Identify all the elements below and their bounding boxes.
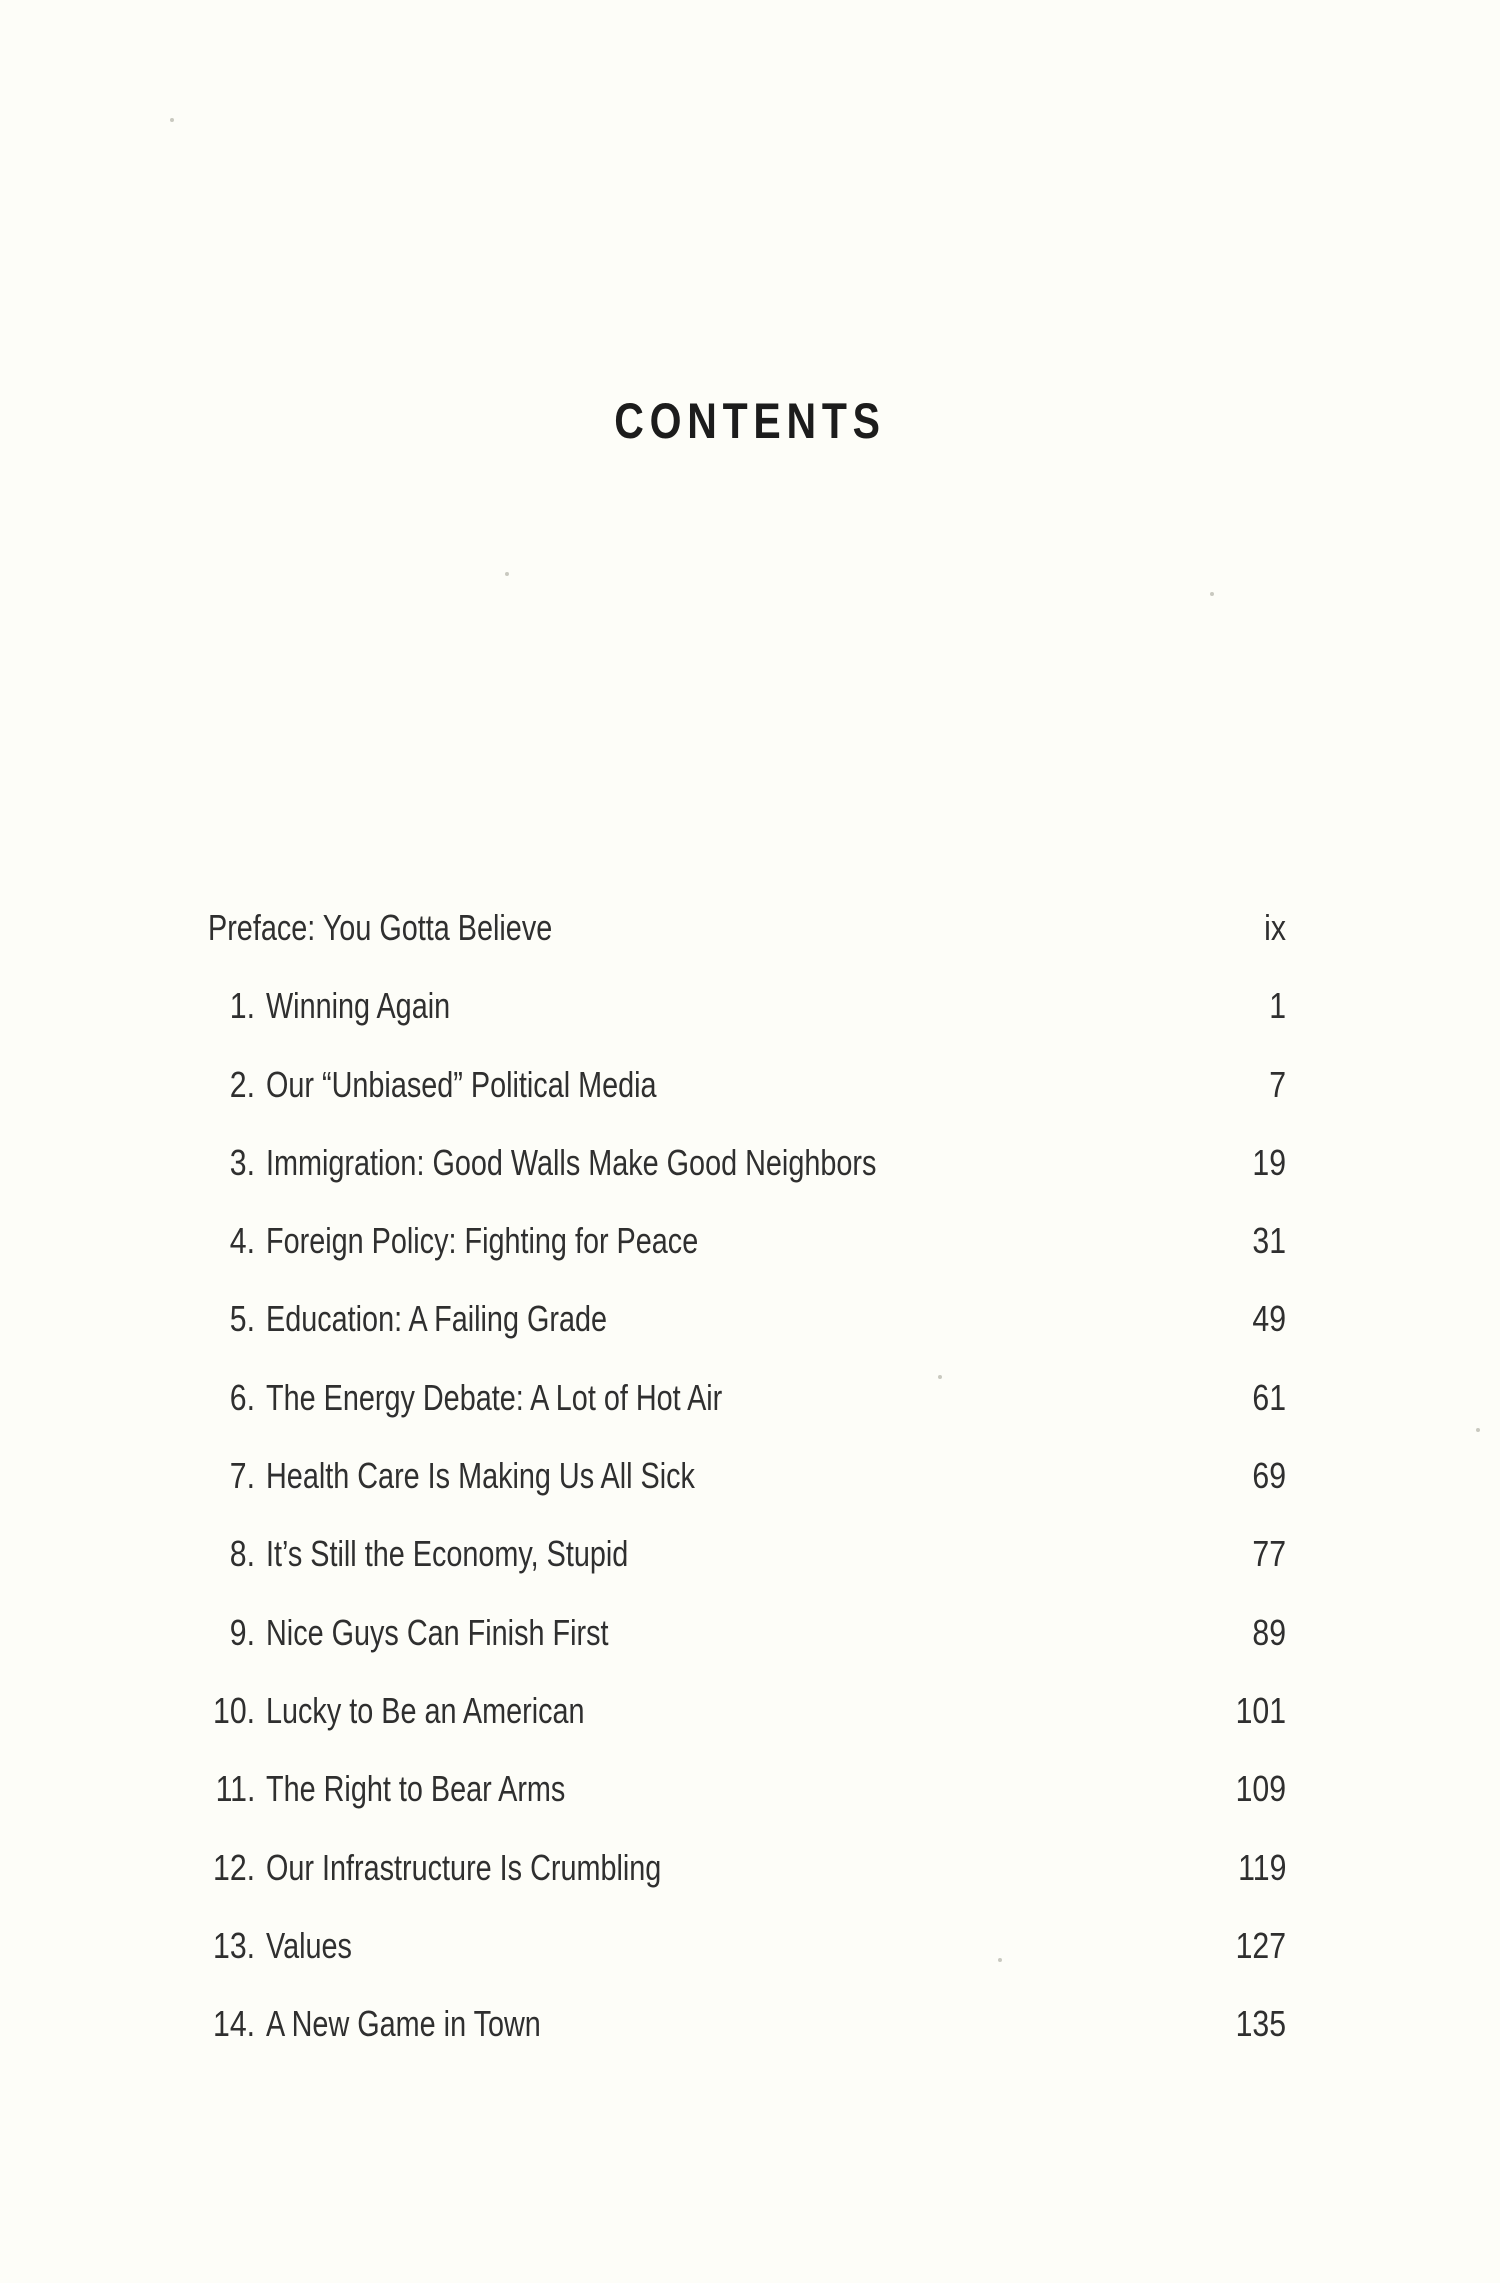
toc-entry-title: Foreign Policy: Fighting for Peace <box>266 1220 699 1262</box>
toc-entry-page: 101 <box>1235 1689 1286 1731</box>
toc-entry-number: 6. <box>229 1376 255 1418</box>
toc-entry-page: 77 <box>1252 1533 1286 1575</box>
toc-entry <box>0 1446 1500 1524</box>
toc-entry-number: 1. <box>229 985 255 1027</box>
toc-entry-page: 19 <box>1252 1141 1286 1183</box>
toc-entry-page: 61 <box>1252 1376 1286 1418</box>
toc-entry-number: 11. <box>215 1768 255 1810</box>
toc-entry-number: 8. <box>229 1533 255 1575</box>
paper-speck <box>170 118 174 122</box>
toc-entry <box>0 1681 1500 1759</box>
toc-entry-title: Preface: You Gotta Believe <box>208 907 553 948</box>
toc-entry <box>0 1524 1500 1602</box>
toc-entry-page: 31 <box>1252 1220 1286 1262</box>
table-of-contents <box>0 898 1500 2072</box>
toc-entry <box>0 1055 1500 1133</box>
paper-speck <box>505 572 509 576</box>
paper-speck <box>1210 592 1214 596</box>
toc-entry-title: A New Game in Town <box>266 2003 541 2045</box>
toc-entry <box>0 1759 1500 1837</box>
toc-entry-number: 10. <box>212 1689 255 1731</box>
toc-entry-number: 12. <box>212 1846 255 1888</box>
toc-entry-page: 109 <box>1235 1768 1286 1810</box>
toc-entry-title: It’s Still the Economy, Stupid <box>266 1533 629 1575</box>
toc-entry-number: 3. <box>229 1141 255 1183</box>
toc-entry-number: 4. <box>229 1220 255 1262</box>
toc-entry-number: 13. <box>212 1924 255 1966</box>
toc-entry-title: Lucky to Be an American <box>266 1689 585 1731</box>
toc-entry <box>0 1994 1500 2072</box>
toc-entry-number: 5. <box>229 1298 255 1340</box>
toc-entry <box>0 1603 1500 1681</box>
toc-entry-number: 2. <box>229 1063 255 1105</box>
toc-entry-page: 7 <box>1269 1063 1286 1105</box>
toc-entry <box>0 976 1500 1054</box>
toc-entry-title: Education: A Failing Grade <box>266 1298 608 1340</box>
toc-entry-title: The Energy Debate: A Lot of Hot Air <box>266 1376 723 1418</box>
toc-entry <box>0 1916 1500 1994</box>
toc-entry-page: 135 <box>1235 2003 1286 2045</box>
toc-entry-title: The Right to Bear Arms <box>266 1768 566 1810</box>
toc-entry-title: Nice Guys Can Finish First <box>266 1611 609 1653</box>
toc-entry-number: 9. <box>229 1611 255 1653</box>
toc-entry <box>0 1368 1500 1446</box>
toc-entry <box>0 1133 1500 1211</box>
toc-entry-title: Winning Again <box>266 985 451 1027</box>
toc-entry-title: Values <box>266 1924 352 1966</box>
toc-entry-page: 89 <box>1252 1611 1286 1653</box>
toc-entry-title: Our “Unbiased” Political Media <box>266 1063 657 1105</box>
toc-entry-title: Immigration: Good Walls Make Good Neighbors <box>266 1141 877 1183</box>
toc-entry-page: 1 <box>1269 985 1286 1027</box>
toc-entry-number: 7. <box>229 1455 255 1497</box>
page-title: CONTENTS <box>614 393 886 449</box>
toc-entry-number: 14. <box>212 2003 255 2045</box>
toc-entry-title: Our Infrastructure Is Crumbling <box>266 1846 662 1888</box>
toc-entry-page: ix <box>1264 907 1286 948</box>
toc-entry <box>0 1211 1500 1289</box>
toc-entry <box>0 1838 1500 1916</box>
toc-entry-page: 127 <box>1235 1924 1286 1966</box>
toc-entry-title: Health Care Is Making Us All Sick <box>266 1455 695 1497</box>
toc-entry <box>0 1289 1500 1367</box>
toc-entry-page: 119 <box>1237 1846 1286 1888</box>
toc-entry-preface <box>0 898 1500 976</box>
toc-entry-page: 69 <box>1252 1455 1286 1497</box>
toc-entry-page: 49 <box>1252 1298 1286 1340</box>
